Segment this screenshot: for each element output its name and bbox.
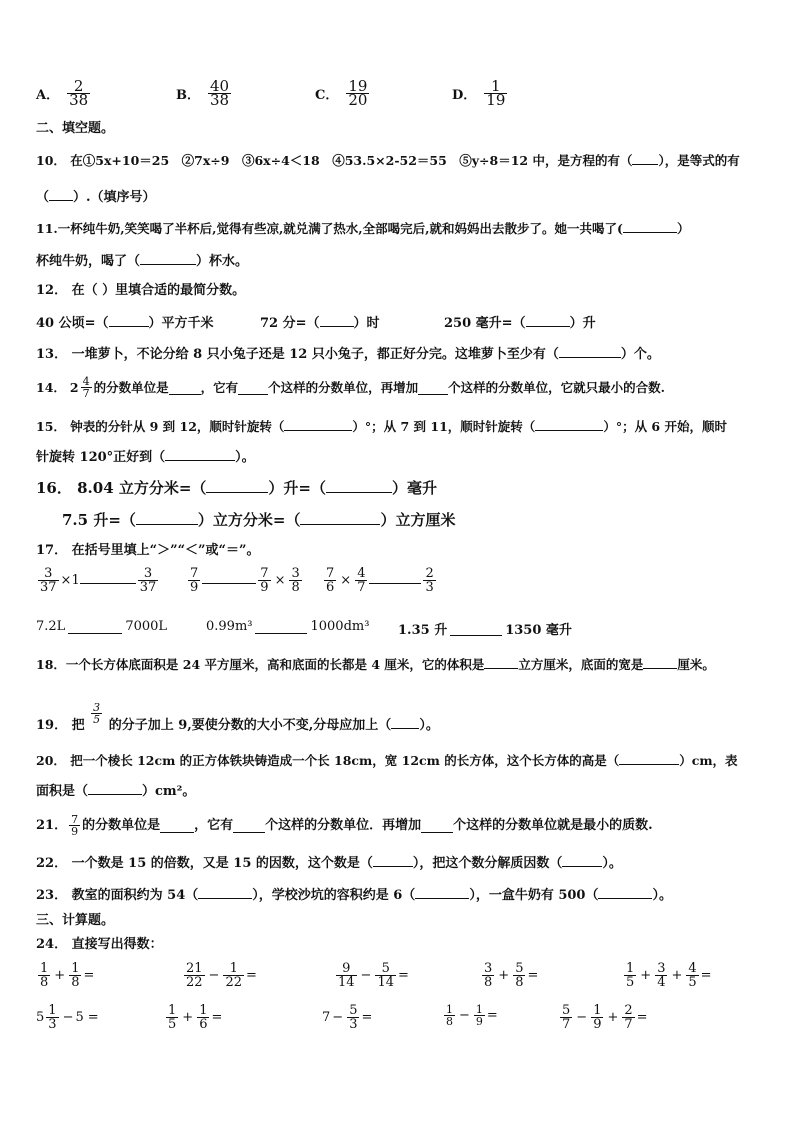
question-11-line2: 杯纯牛奶，喝了（ ）杯水。 (36, 250, 248, 271)
answer-blank[interactable] (206, 478, 268, 493)
answer-blank[interactable] (598, 884, 652, 899)
compare-4: 7.2L 7000L (36, 619, 168, 634)
answer-blank[interactable] (88, 780, 142, 795)
fraction: $\frac{2}{3}$ (425, 566, 434, 595)
fraction: $\frac{5}{3}$ (349, 1003, 358, 1032)
choice-d (452, 77, 509, 109)
fraction: $\frac{7}{9}$ (260, 566, 269, 595)
question-13: 13． 一堆萝卜，不论分给 8 只小兔子还是 12 只小兔子，都正好分完。这堆萝卜至少有（ ）个。 (36, 343, 660, 364)
answer-blank[interactable] (198, 884, 252, 899)
calc-7: $\frac{1}{5}$ + $\frac{1}{6}$ = (168, 1003, 223, 1032)
answer-blank[interactable] (160, 818, 194, 833)
answer-blank[interactable] (202, 569, 256, 584)
answer-blank[interactable] (562, 852, 602, 867)
calc-6: 5 $\frac{1}{3}$ − 5 = (36, 1003, 99, 1032)
answer-blank[interactable] (415, 884, 469, 899)
answer-blank[interactable] (68, 619, 122, 634)
question-12-title: 12． 在（ ）里填合适的最简分数。 (36, 283, 246, 298)
fraction: $\frac{5}{14}$ (377, 961, 394, 990)
question-10-line1: 10． 在①5x+10＝25 ②7x÷9 ③6x÷4＜18 ④53.5×2-52＝55 ⑤y÷8＝12 中，是方程的有（ ），是等式的有 (36, 150, 740, 170)
compare-6: 1.35 升 1350 毫升 (398, 623, 572, 638)
fraction: $\frac{2}{38}$ (69, 77, 89, 109)
compare-1: $\frac{3}{37}$ ×1 $\frac{3}{37}$ (40, 566, 157, 595)
answer-blank[interactable] (255, 619, 307, 634)
calc-8: 7 − $\frac{5}{3}$ = (322, 1003, 373, 1032)
fraction: $\frac{4}{7}$ (82, 375, 90, 400)
calc-3: $\frac{9}{14}$ − $\frac{5}{14}$ = (338, 961, 409, 990)
answer-blank[interactable] (300, 510, 380, 525)
answer-blank[interactable] (373, 852, 413, 867)
calc-9: $\frac{1}{8}$ − $\frac{1}{9}$ = (446, 1003, 498, 1028)
question-20-line2: 面积是（ ）cm²。 (36, 780, 195, 801)
question-16-line1: 16． 8.04 立方分米=（ ）升=（ ）毫升 (36, 479, 438, 497)
answer-blank[interactable] (165, 446, 235, 461)
answer-blank[interactable] (421, 818, 453, 833)
question-10-line2: （ ）.（填序号） (36, 186, 156, 207)
answer-blank[interactable] (320, 312, 354, 327)
question-20-line1: 20． 把一个棱长 12cm 的正方体铁块铸造成一个长 18cm，宽 12cm 的长方体，这个长方体的高是（ ）cm，表 (36, 750, 738, 770)
answer-blank[interactable] (49, 186, 73, 201)
fraction: $\frac{1}{22}$ (225, 961, 242, 990)
fraction: $\frac{3}{37}$ (40, 566, 57, 595)
fraction: $\frac{7}{9}$ (71, 813, 79, 838)
fraction: $\frac{1}{8}$ (446, 1003, 453, 1028)
choice-label: D． (452, 88, 477, 103)
question-17-title: 17． 在括号里填上“＞”“＜”或“＝”。 (36, 543, 260, 558)
section-3-title: 三、计算题。 (36, 913, 115, 928)
compare-2: $\frac{7}{9}$ $\frac{7}{9}$ × $\frac{3}{8}$ (190, 566, 300, 595)
fraction: $\frac{5}{7}$ (562, 1003, 571, 1032)
compare-5: 0.99m³ 1000dm³ (206, 619, 370, 634)
fraction: $\frac{3}{8}$ (291, 566, 300, 595)
fraction: $\frac{3}{37}$ (139, 566, 157, 595)
fraction: $\frac{1}{5}$ (626, 961, 635, 990)
fraction: $\frac{19}{20}$ (348, 77, 368, 109)
fraction: $\frac{1}{5}$ (168, 1003, 177, 1032)
fraction: $\frac{9}{14}$ (338, 961, 355, 990)
calc-5: $\frac{1}{5}$ + $\frac{3}{4}$ + $\frac{4}{5}$ = (626, 961, 712, 990)
question-11-line1: 11.一杯纯牛奶,笑笑喝了半杯后,觉得有些凉,就兑满了热水,全部喝完后,就和妈妈出去散步了。她一共喝了( ） (36, 218, 689, 238)
answer-blank[interactable] (623, 218, 677, 233)
answer-blank[interactable] (526, 312, 570, 327)
question-12-item-1: 40 公顷=（ ）平方千米 (36, 312, 214, 333)
answer-blank[interactable] (238, 380, 268, 395)
answer-blank[interactable] (450, 621, 502, 636)
fraction: $\frac{3}{5}$ (93, 701, 101, 726)
fraction: $\frac{1}{6}$ (199, 1003, 208, 1032)
calc-10: $\frac{5}{7}$ − $\frac{1}{9}$ + $\frac{2}{7}$ = (562, 1003, 648, 1032)
fraction: $\frac{1}{3}$ (48, 1003, 57, 1032)
answer-blank[interactable] (559, 343, 621, 358)
fraction: $\frac{7}{6}$ (326, 566, 335, 595)
answer-blank[interactable] (535, 416, 603, 431)
fraction: $\frac{2}{7}$ (624, 1003, 633, 1032)
calc-4: $\frac{3}{8}$ + $\frac{5}{8}$ = (484, 961, 539, 990)
answer-blank[interactable] (418, 380, 448, 395)
answer-blank[interactable] (136, 510, 198, 525)
fraction: $\frac{40}{38}$ (210, 77, 230, 109)
question-18: 18．一个长方体底面积是 24 平方厘米，高和底面的长都是 4 厘米，它的体积是 立方厘米，底面的宽是 厘米。 (36, 654, 715, 674)
answer-blank[interactable] (109, 312, 149, 327)
fraction: $\frac{4}{7}$ (357, 566, 366, 595)
fraction: $\frac{21}{22}$ (186, 961, 203, 990)
answer-blank[interactable] (169, 380, 201, 395)
question-21: 21． $\frac{7}{9}$ 的分数单位是 ，它有 个这样的分数单位．再增加 个这样的分数单位就是最小的质数. (36, 813, 653, 838)
fraction: $\frac{1}{19}$ (486, 77, 506, 109)
choice-c (315, 77, 371, 109)
answer-blank[interactable] (643, 654, 677, 669)
question-15-line1: 15． 钟表的分针从 9 到 12，顺时针旋转（ ）°；从 7 到 11，顺时针旋转（ ）°；从 6 开始，顺时 (36, 416, 727, 436)
question-15-line2: 针旋转 120°正好到（ ）。 (36, 446, 255, 467)
answer-blank[interactable] (140, 250, 196, 265)
calc-1: $\frac{1}{8}$ + $\frac{1}{8}$ = (40, 961, 95, 990)
question-22: 22． 一个数是 15 的倍数，又是 15 的因数，这个数是（ ），把这个数分解质因数（ ）。 (36, 852, 622, 873)
question-24-title: 24． 直接写出得数： (36, 937, 163, 952)
calc-2: $\frac{21}{22}$ − $\frac{1}{22}$ = (186, 961, 257, 990)
choice-label: A． (36, 88, 60, 103)
answer-blank[interactable] (284, 416, 352, 431)
fraction: $\frac{1}{9}$ (593, 1003, 602, 1032)
fraction: $\frac{3}{4}$ (657, 961, 666, 990)
answer-blank[interactable] (391, 714, 419, 729)
question-14: 14． 2 $\frac{4}{7}$ 的分数单位是 ，它有 个这样的分数单位，再增加 个这样的分数单位，它就只最小的合数. (36, 375, 666, 400)
fraction: $\frac{1}{8}$ (71, 961, 80, 990)
choice-label: B． (176, 88, 200, 103)
choice-a (36, 77, 92, 109)
choice-label: C． (315, 88, 339, 103)
fraction: $\frac{1}{8}$ (40, 961, 49, 990)
section-2-title: 二、填空题。 (36, 121, 115, 136)
answer-blank[interactable] (632, 150, 658, 165)
question-12-item-2: 72 分=（ ）时 (260, 312, 380, 333)
fraction: $\frac{3}{8}$ (484, 961, 493, 990)
choice-b (176, 77, 233, 109)
answer-blank[interactable] (619, 750, 679, 765)
answer-blank[interactable] (369, 569, 421, 584)
question-23: 23． 教室的面积约为 54（ ），学校沙坑的容积约是 6（ ），一盒牛奶有 500（ ）。 (36, 884, 672, 905)
fraction: $\frac{7}{9}$ (190, 566, 199, 595)
fraction: $\frac{4}{5}$ (688, 961, 697, 990)
answer-blank[interactable] (326, 478, 392, 493)
answer-blank[interactable] (80, 569, 136, 584)
question-19: 19． 把 $\frac{3}{5}$ 的分子加上 9,要使分数的大小不变,分母应加上（ ）。 (36, 701, 439, 733)
question-16-line2: 7.5 升=（ ）立方分米=（ ）立方厘米 (62, 511, 456, 529)
fraction: $\frac{1}{9}$ (475, 1003, 483, 1028)
compare-3: $\frac{7}{6}$ × $\frac{4}{7}$ $\frac{2}{3}$ (326, 566, 434, 595)
fraction: $\frac{5}{8}$ (515, 961, 524, 990)
question-12-item-3: 250 毫升=（ ）升 (444, 312, 596, 333)
answer-blank[interactable] (233, 818, 265, 833)
answer-blank[interactable] (484, 654, 518, 669)
